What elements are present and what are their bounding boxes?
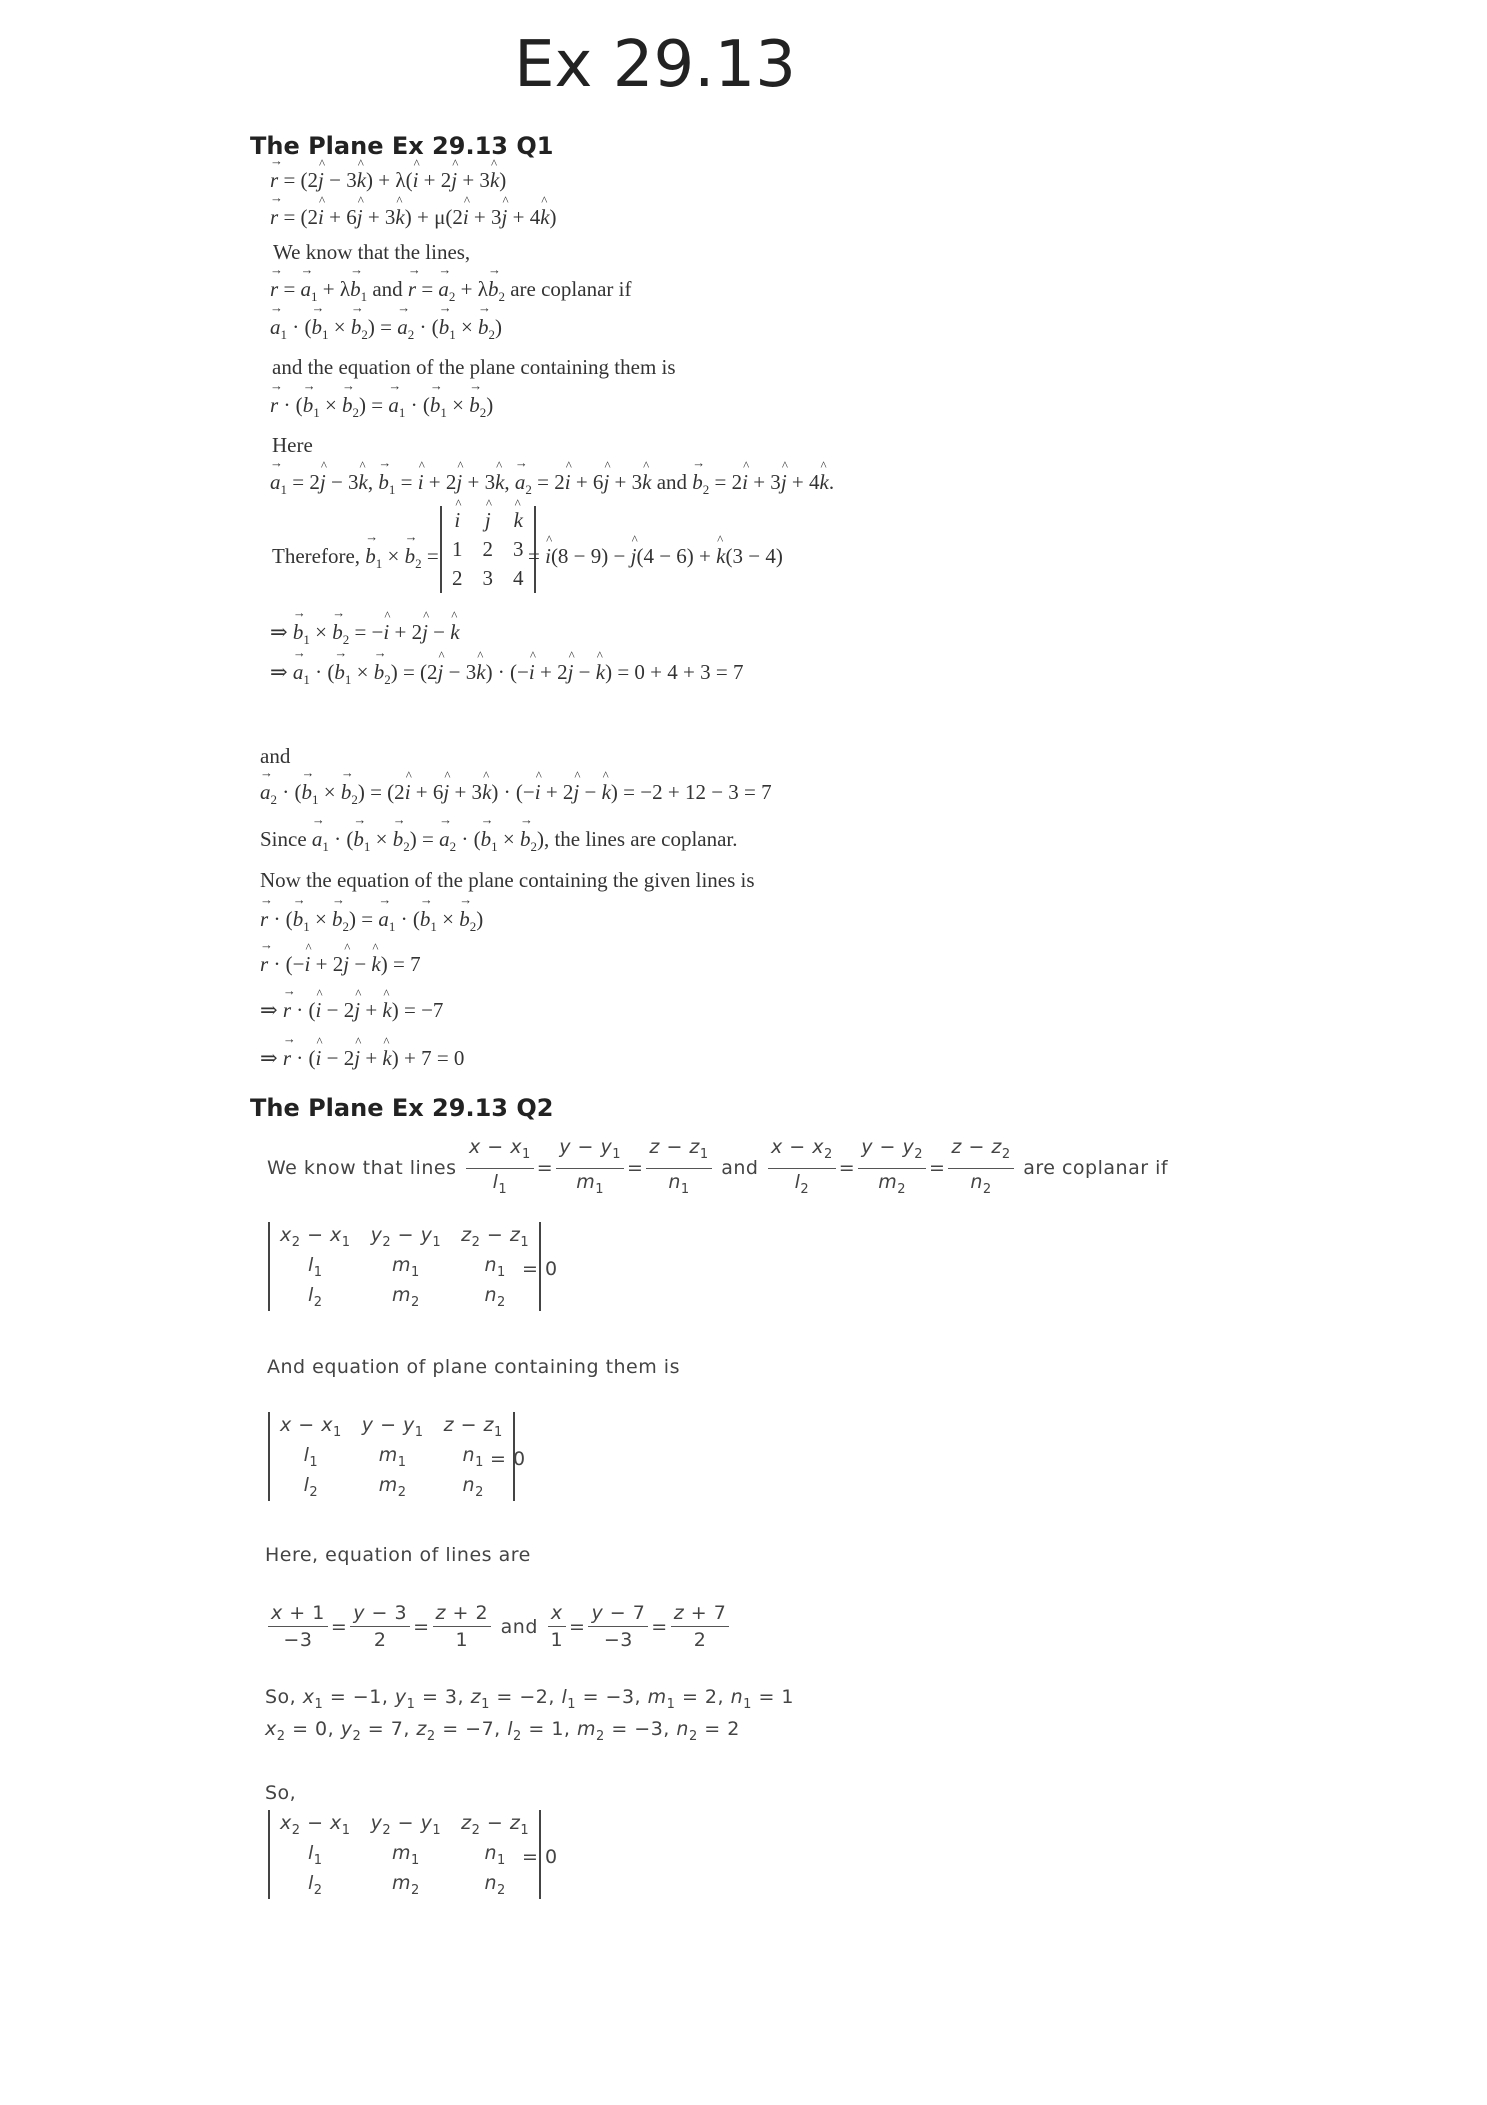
q1-a2-dot: → $a_2$ · (→ $b_1$ × → $b_2$) = (2^ i + 6^ j + 3^ k) · (−^ i + 2^ j − ^ k) = −2 + 12 − 3 = 7 xyxy=(260,780,772,808)
q1-heading: The Plane Ex 29.13 Q1 xyxy=(250,132,554,160)
q2-plane-text: And equation of plane containing them is xyxy=(267,1356,680,1378)
q2-cond-det: $x_2 - x_1$ $y_2 - y_1$ $z_2 - z_1$ $l_1$ $m_1$ $n_1$ $l_2$ $m_2$ $n_2$ xyxy=(268,1222,541,1311)
q2-final-det: $x_2 - x_1$ $y_2 - y_1$ $z_2 - z_1$ $l_1$ $m_1$ $n_1$ $l_2$ $m_2$ $n_2$ xyxy=(268,1810,541,1899)
q1-here: Here xyxy=(272,433,313,457)
q2-values-2: $x_2 = 0$, $y_2 = 7$, $z_2 = -7$, $l_2 = 1$, $m_2 = -3$, $n_2 = 2$ xyxy=(265,1718,740,1744)
q2-lines-def: We know that lines $\frac{x - x_1}{l_1}$ = $\frac{y - y_1}{m_1}$ = $\frac{z - z_1}{n_1}$ and $\frac{x - x_2}{l_2}$ = $\frac{y - y_2}{m_2}$ = $\frac{z - z_2}{n_2}$ are coplanar if xyxy=(267,1136,1169,1197)
q2-heading: The Plane Ex 29.13 Q2 xyxy=(250,1094,554,1122)
q1-since: Since → $a_1$ · (→ $b_1$ × → $b_2$) = → $a_2$ · (→ $b_1$ × → $b_2$), the lines are coplanar. xyxy=(260,827,738,855)
page-title: Ex 29.13 xyxy=(514,28,796,102)
q1-line-r1: → r = (2^ j − 3^ k) + λ(^ i + 2^ j + 3^ k) xyxy=(270,168,506,193)
q2-given-lines: $\frac{x + 1}{-3}$ = $\frac{y - 3}{2}$ = $\frac{z + 2}{1}$ and $\frac{x}{1}$ = $\frac{y - 7}{-3}$ = $\frac{z + 7}{2}$ xyxy=(265,1600,732,1653)
q1-cross-result: ⇒ → $b_1$ × → $b_2$ = −^ i + 2^ j − ^ k xyxy=(270,620,460,648)
q1-cross-det: ^ i ^ j ^ k 1 2 3 2 3 4 xyxy=(440,506,536,593)
q1-plane-eq-text: and the equation of the plane containing them is xyxy=(272,355,676,379)
q2-here-text: Here, equation of lines are xyxy=(265,1544,531,1566)
q2-plane-eq: = 0 xyxy=(490,1448,526,1470)
q1-final-4: ⇒ → r · (^ i − 2^ j + ^ k) + 7 = 0 xyxy=(260,1046,464,1071)
q1-we-know: We know that the lines, xyxy=(273,240,471,264)
q1-plane-eq: → r · (→ $b_1$ × → $b_2$) = → $a_1$ · (→ $b_1$ × → $b_2$) xyxy=(270,393,493,421)
q1-line-r2: → r = (2^ i + 6^ j + 3^ k) + μ(2^ i + 3^ j + 4^ k) xyxy=(270,205,557,230)
q1-now-text: Now the equation of the plane containing the given lines is xyxy=(260,868,755,892)
q1-a1-dot: ⇒ → $a_1$ · (→ $b_1$ × → $b_2$) = (2^ j − 3^ k) · (−^ i + 2^ j − ^ k) = 0 + 4 + 3 = 7 xyxy=(270,660,743,688)
q1-final-3: ⇒ → r · (^ i − 2^ j + ^ k) = −7 xyxy=(260,998,443,1023)
q1-lines-def: → r = → $a_1 + \lambda\to b_1$ and → r = → $a_2 + \lambda\to b_2$ are coplanar if xyxy=(270,277,631,305)
q1-condition: → $a_1$ · (→ $b_1$ × → $b_2$) = → $a_2$ · (→ $b_1$ × → $b_2$) xyxy=(270,315,502,343)
q1-therefore: Therefore, → $b_1$ × → $b_2$ = xyxy=(272,544,439,572)
q1-coplanar-if: are coplanar if xyxy=(510,277,632,301)
q2-plane-det: $x - x_1$ $y - y_1$ $z - z_1$ $l_1$ $m_1$ $n_1$ $l_2$ $m_2$ $n_2$ xyxy=(268,1412,515,1501)
q1-cross-expand: = ^ i(8 − 9) − ^ j(4 − 6) + ^ k(3 − 4) xyxy=(528,544,783,569)
q1-final-1: → r · (→ $b_1$ × → $b_2$) = → $a_1$ · (→ $b_1$ × → $b_2$) xyxy=(260,907,483,935)
q1-values: → $a_1$ = 2^ j − 3^ k, → $b_1$ = ^ i + 2^ j + 3^ k, → $a_2$ = 2^ i + 6^ j + 3^ k and → $b_2$ = 2^ i + 3^ j + 4^ k. xyxy=(270,470,834,498)
q1-and-word: and xyxy=(372,277,403,301)
q1-and: and xyxy=(260,744,291,768)
q2-so2: So, xyxy=(265,1782,297,1804)
q1-final-2: → r · (−^ i + 2^ j − ^ k) = 7 xyxy=(260,952,421,977)
q2-cond-eq: = 0 xyxy=(522,1258,558,1280)
q2-final-eq: = 0 xyxy=(522,1846,558,1868)
q2-values-1: So, $x_1 = -1$, $y_1 = 3$, $z_1 = -2$, $l_1 = -3$, $m_1 = 2$, $n_1 = 1$ xyxy=(265,1686,795,1712)
